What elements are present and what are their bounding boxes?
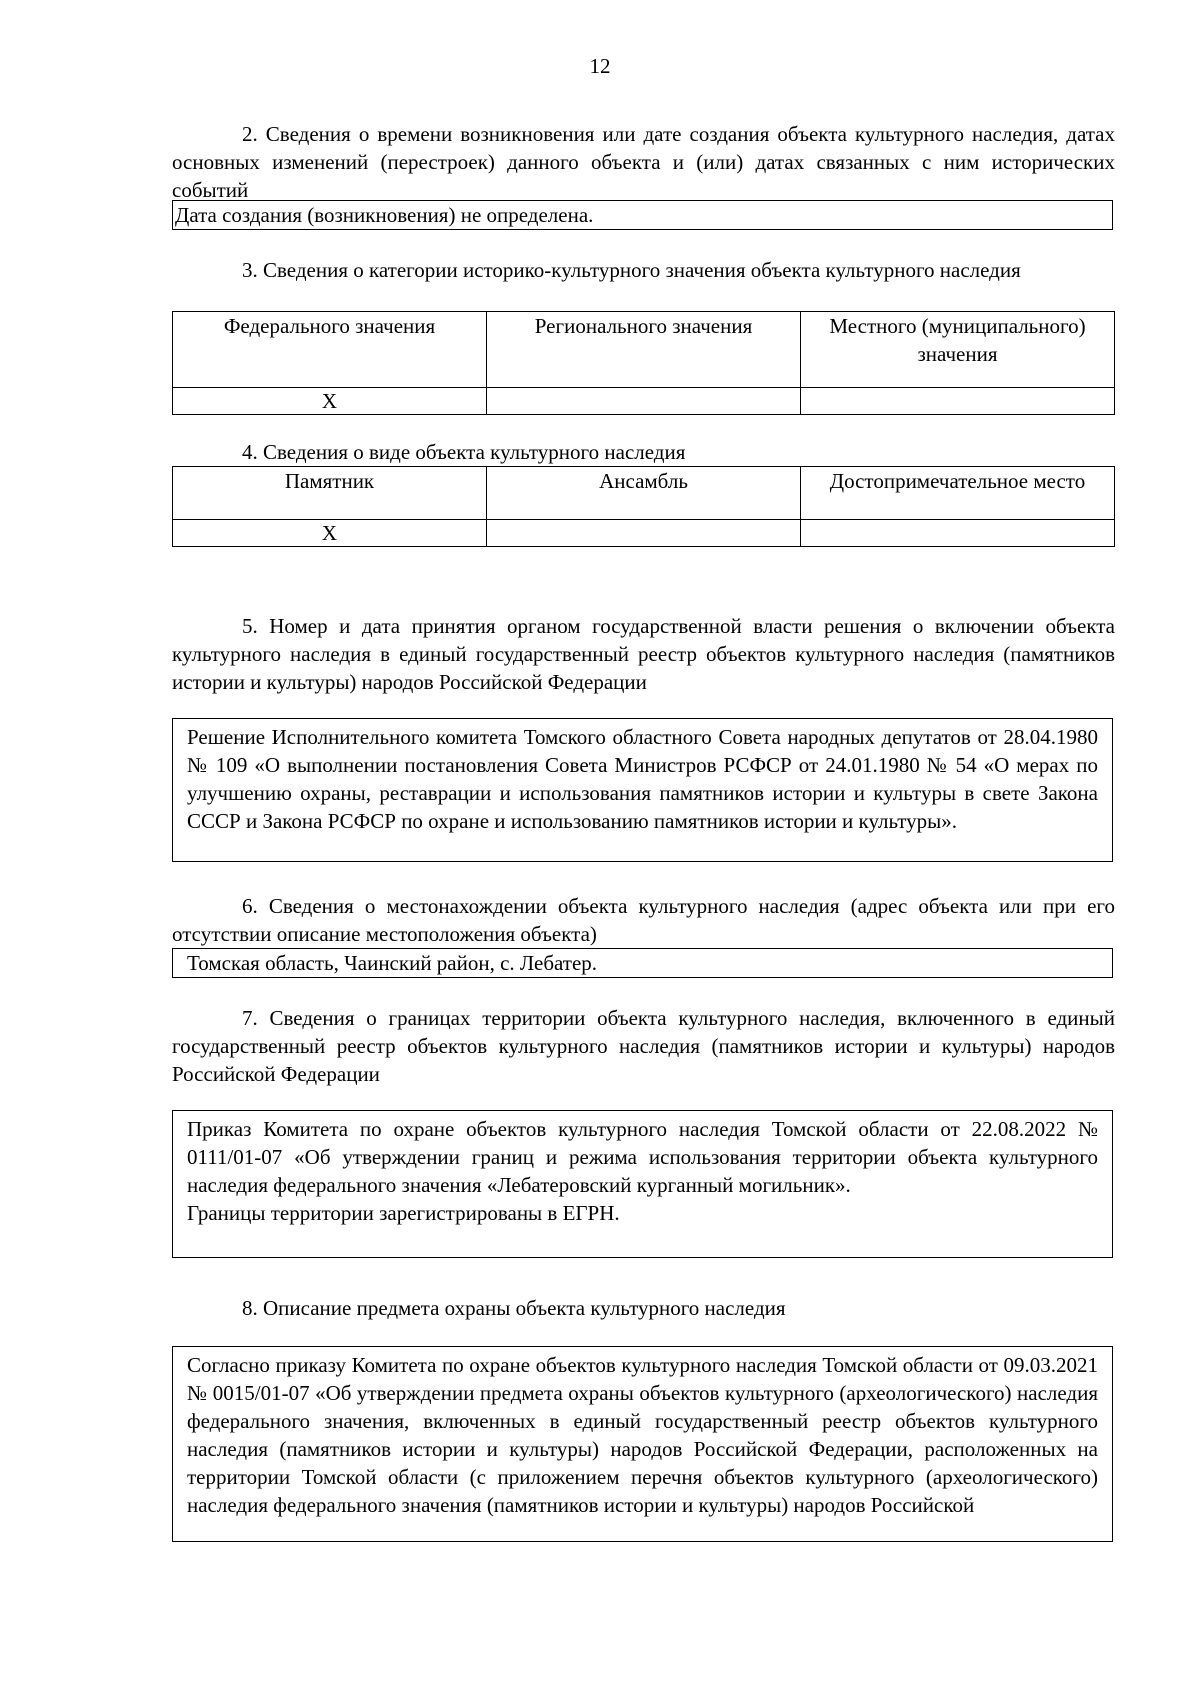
- section-6-value-box: [172, 948, 1113, 978]
- table-header-cell: Федерального значения: [173, 312, 487, 388]
- table-header-cell: Памятник: [173, 467, 487, 520]
- page-number: 12: [589, 54, 611, 78]
- section-7-value-box: [172, 1110, 1113, 1258]
- section-3-heading: 3. Сведения о категории историко-культурного значения объекта культурного наследия: [242, 258, 1021, 282]
- section-2-value-box: [172, 200, 1113, 230]
- table-cell-mark: [801, 388, 1115, 415]
- section-3-category-table: [172, 311, 1115, 415]
- table-cell-mark: Х: [173, 388, 487, 415]
- section-7-value-line-1: Приказ Комитета по охране объектов культурного наследия Томской области от 22.08.2022 № 0111/01-07 «Об утверждении границ и режима использования территории объекта культурного наследия федерального значения «Лебатеровский курганный могильник».: [187, 1117, 1098, 1197]
- table-header-cell: Ансамбль: [487, 467, 801, 520]
- table-row: [173, 312, 1115, 388]
- table-cell-mark: [487, 520, 801, 547]
- table-header-cell: Местного (муниципального) значения: [801, 312, 1115, 388]
- section-5-value-box: [172, 718, 1113, 862]
- section-2-value: Дата создания (возникновения) не определена.: [175, 203, 594, 227]
- table-header-cell: Достопримечательное место: [801, 467, 1115, 520]
- section-4-type-table: [172, 466, 1115, 547]
- section-6-value: Томская область, Чаинский район, с. Лебатер.: [187, 951, 598, 975]
- section-5-value: Решение Исполнительного комитета Томского областного Совета народных депутатов от 28.04.1980 № 109 «О выполнении постановления Совета Министров РСФСР от 24.01.1980 № 54 «О мерах по улучшению охраны, реставрации и использования памятников истории и культуры в свете Закона СССР и Закона РСФСР по охране и использованию памятников истории и культуры».: [187, 725, 1098, 833]
- section-6-heading: 6. Сведения о местонахождении объекта культурного наследия (адрес объекта или при его отсутствии описание местоположения объекта): [172, 894, 1115, 946]
- table-header-cell: Регионального значения: [487, 312, 801, 388]
- section-7-value-line-2: Границы территории зарегистрированы в ЕГРН.: [187, 1201, 620, 1225]
- section-5-heading: 5. Номер и дата принятия органом государственной власти решения о включении объекта культурного наследия в единый государственный реестр объектов культурного наследия (памятников истории и культуры) народов Российской Федерации: [172, 614, 1115, 694]
- section-7-heading: 7. Сведения о границах территории объекта культурного наследия, включенного в единый государственный реестр объектов культурного наследия (памятников истории и культуры) народов Российской Федерации: [172, 1006, 1115, 1086]
- section-4-heading: 4. Сведения о виде объекта культурного наследия: [242, 440, 686, 464]
- table-row: [173, 388, 1115, 415]
- table-row: [173, 520, 1115, 547]
- section-8-value-box: [172, 1346, 1113, 1542]
- table-cell-mark: Х: [173, 520, 487, 547]
- table-cell-mark: [487, 388, 801, 415]
- section-2-heading: 2. Сведения о времени возникновения или дате создания объекта культурного наследия, датах основных изменений (перестроек) данного объекта и (или) датах связанных с ним исторических событий: [172, 122, 1115, 202]
- section-8-value: Согласно приказу Комитета по охране объектов культурного наследия Томской области от 09.03.2021 № 0015/01-07 «Об утверждении предмета охраны объектов культурного (археологического) наследия федерального значения, включенных в единый государственный реестр объектов культурного наследия (памятников истории и культуры) народов Российской Федерации, расположенных на территории Томской области (с приложением перечня объектов культурного (археологического) наследия федерального значения (памятников истории и культуры) народов Российской: [187, 1353, 1098, 1517]
- section-8-heading: 8. Описание предмета охраны объекта культурного наследия: [242, 1296, 786, 1320]
- table-cell-mark: [801, 520, 1115, 547]
- table-row: [173, 467, 1115, 520]
